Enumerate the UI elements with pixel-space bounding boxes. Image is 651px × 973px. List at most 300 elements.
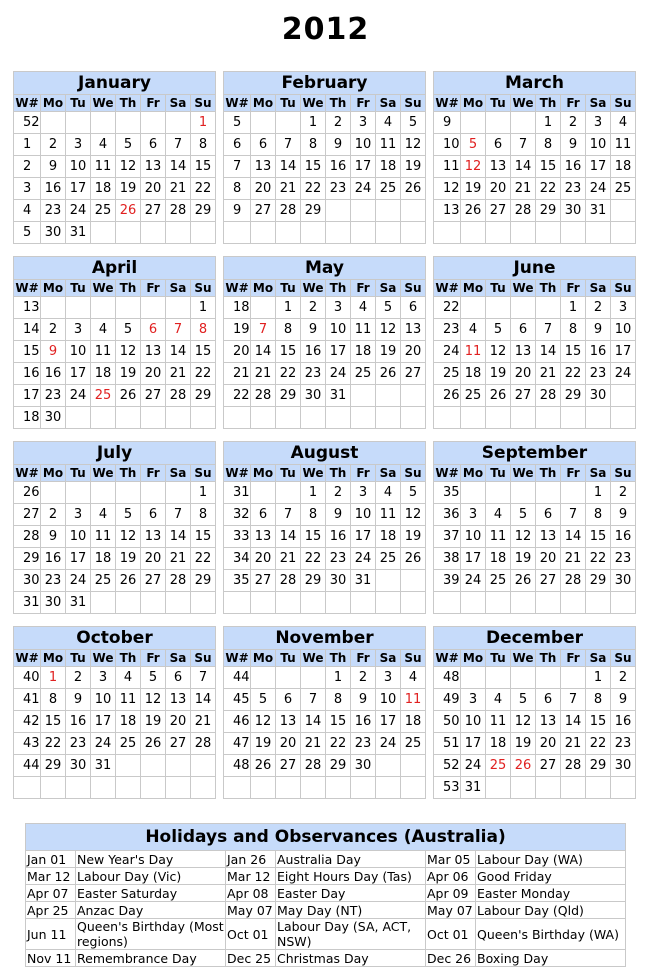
day-cell: 3	[91, 667, 116, 689]
day-cell: 17	[66, 548, 91, 570]
day-cell: 28	[276, 200, 301, 222]
day-header: Su	[191, 465, 216, 482]
day-cell: 13	[401, 319, 426, 341]
day-cell: 4	[401, 667, 426, 689]
holiday-name: Eight Hours Day (Tas)	[276, 868, 426, 885]
day-cell	[511, 482, 536, 504]
week-number: 11	[434, 156, 461, 178]
day-cell: 17	[326, 341, 351, 363]
day-cell	[611, 200, 636, 222]
day-cell: 2	[561, 112, 586, 134]
day-header: Su	[191, 650, 216, 667]
day-cell	[376, 385, 401, 407]
week-number: 47	[224, 733, 251, 755]
day-cell: 17	[351, 156, 376, 178]
day-cell: 22	[276, 363, 301, 385]
day-cell: 12	[401, 134, 426, 156]
day-cell: 27	[141, 200, 166, 222]
day-cell: 31	[66, 222, 91, 244]
day-cell: 14	[536, 341, 561, 363]
week-number: 50	[434, 711, 461, 733]
holidays-table	[25, 823, 626, 967]
day-cell: 22	[536, 178, 561, 200]
day-cell: 20	[486, 178, 511, 200]
day-cell	[116, 777, 141, 799]
month-name: February	[224, 72, 426, 95]
day-cell: 18	[116, 711, 141, 733]
day-cell	[536, 592, 561, 614]
day-header: Mo	[461, 280, 486, 297]
day-cell: 10	[66, 341, 91, 363]
day-header: W#	[225, 651, 249, 665]
day-cell: 4	[486, 504, 511, 526]
day-cell: 7	[536, 319, 561, 341]
day-cell: 16	[41, 178, 66, 200]
day-cell: 28	[561, 755, 586, 777]
day-cell: 8	[191, 319, 216, 341]
month-name: August	[224, 442, 426, 465]
week-number: 30	[14, 570, 41, 592]
day-cell	[116, 755, 141, 777]
day-cell: 5	[116, 134, 141, 156]
day-header: Th	[116, 280, 141, 297]
day-cell: 4	[351, 297, 376, 319]
month-april	[13, 256, 216, 429]
holiday-name: Labour Day (Qld)	[476, 902, 626, 919]
day-cell: 21	[511, 178, 536, 200]
day-cell	[91, 407, 116, 429]
day-header: We	[91, 465, 116, 482]
day-header: Tu	[276, 465, 301, 482]
day-cell: 20	[536, 733, 561, 755]
day-cell: 31	[351, 570, 376, 592]
week-number: 12	[434, 178, 461, 200]
day-header: Sa	[586, 650, 611, 667]
day-cell	[376, 777, 401, 799]
day-cell: 17	[461, 548, 486, 570]
day-cell	[141, 407, 166, 429]
day-cell: 9	[351, 689, 376, 711]
day-cell: 30	[66, 755, 91, 777]
day-cell: 6	[536, 504, 561, 526]
day-cell: 6	[536, 689, 561, 711]
day-cell: 12	[511, 526, 536, 548]
day-header: We	[301, 650, 326, 667]
day-cell: 13	[536, 711, 561, 733]
day-cell: 22	[191, 548, 216, 570]
day-header: Tu	[276, 280, 301, 297]
day-cell	[536, 482, 561, 504]
week-number: 9	[434, 112, 461, 134]
day-cell: 15	[191, 341, 216, 363]
day-cell: 1	[586, 482, 611, 504]
day-header: Sa	[166, 465, 191, 482]
day-cell: 17	[586, 156, 611, 178]
day-cell: 24	[326, 363, 351, 385]
holiday-date: Mar 12	[26, 868, 76, 885]
day-cell	[561, 667, 586, 689]
day-cell: 31	[66, 592, 91, 614]
holiday-name: New Year's Day	[76, 851, 226, 868]
day-cell: 24	[66, 385, 91, 407]
day-cell	[66, 112, 91, 134]
day-header: Tu	[486, 280, 511, 297]
day-cell: 6	[486, 134, 511, 156]
day-cell: 5	[141, 667, 166, 689]
day-cell: 25	[376, 548, 401, 570]
day-cell: 19	[486, 363, 511, 385]
holiday-name: Boxing Day	[476, 950, 626, 967]
day-cell: 7	[166, 504, 191, 526]
day-cell: 9	[301, 319, 326, 341]
day-cell: 13	[141, 341, 166, 363]
day-cell	[141, 592, 166, 614]
day-cell	[561, 407, 586, 429]
day-cell	[536, 777, 561, 799]
day-cell: 1	[536, 112, 561, 134]
day-cell: 18	[351, 341, 376, 363]
day-cell	[91, 482, 116, 504]
day-cell: 24	[351, 178, 376, 200]
day-cell	[301, 667, 326, 689]
day-cell	[461, 667, 486, 689]
day-cell	[401, 200, 426, 222]
holiday-date: Apr 07	[26, 885, 76, 902]
day-cell: 19	[116, 363, 141, 385]
day-cell: 21	[251, 363, 276, 385]
day-cell	[166, 777, 191, 799]
month-name: March	[434, 72, 636, 95]
day-cell: 28	[191, 733, 216, 755]
day-cell: 9	[611, 689, 636, 711]
week-number: 17	[14, 385, 41, 407]
day-cell: 26	[401, 548, 426, 570]
day-cell: 17	[91, 711, 116, 733]
holiday-name: Anzac Day	[76, 902, 226, 919]
day-cell: 13	[276, 711, 301, 733]
day-cell	[561, 777, 586, 799]
week-number: 35	[224, 570, 251, 592]
holiday-date: Apr 09	[426, 885, 476, 902]
day-cell: 18	[461, 363, 486, 385]
day-cell	[191, 592, 216, 614]
day-cell: 27	[141, 570, 166, 592]
day-cell	[191, 222, 216, 244]
day-header: Th	[536, 280, 561, 297]
day-cell: 1	[191, 482, 216, 504]
day-cell: 1	[561, 297, 586, 319]
day-cell	[166, 222, 191, 244]
day-cell: 21	[166, 548, 191, 570]
day-cell: 30	[326, 570, 351, 592]
day-cell: 18	[486, 733, 511, 755]
day-cell: 19	[116, 178, 141, 200]
day-cell: 21	[276, 548, 301, 570]
day-cell	[461, 482, 486, 504]
week-number: 19	[224, 319, 251, 341]
holiday-date: Mar 12	[226, 868, 276, 885]
day-cell: 13	[251, 526, 276, 548]
day-cell: 1	[301, 112, 326, 134]
day-header: Su	[611, 95, 636, 112]
day-cell: 16	[301, 341, 326, 363]
day-cell: 20	[401, 341, 426, 363]
week-number: 31	[224, 482, 251, 504]
day-cell: 24	[611, 363, 636, 385]
day-cell: 10	[351, 134, 376, 156]
day-cell: 3	[611, 297, 636, 319]
day-cell: 19	[376, 341, 401, 363]
day-cell	[301, 592, 326, 614]
day-header: Tu	[486, 465, 511, 482]
day-cell: 4	[91, 504, 116, 526]
day-cell	[41, 777, 66, 799]
day-header: Tu	[66, 465, 91, 482]
day-cell: 27	[166, 733, 191, 755]
day-cell: 26	[486, 385, 511, 407]
holiday-row	[26, 851, 626, 868]
day-cell: 16	[611, 526, 636, 548]
day-header: Su	[401, 280, 426, 297]
day-cell	[141, 112, 166, 134]
day-cell: 11	[611, 134, 636, 156]
day-cell	[401, 407, 426, 429]
day-cell	[251, 297, 276, 319]
day-cell: 1	[301, 482, 326, 504]
day-header: We	[91, 650, 116, 667]
day-cell	[351, 385, 376, 407]
day-cell: 29	[561, 385, 586, 407]
day-cell	[586, 222, 611, 244]
week-number: 18	[14, 407, 41, 429]
day-cell: 3	[351, 482, 376, 504]
day-cell: 21	[536, 363, 561, 385]
day-cell: 29	[191, 385, 216, 407]
day-cell: 15	[586, 711, 611, 733]
week-number	[224, 222, 251, 244]
day-cell: 16	[41, 363, 66, 385]
day-cell: 28	[536, 385, 561, 407]
day-cell	[376, 755, 401, 777]
day-cell: 26	[116, 570, 141, 592]
day-cell: 3	[351, 112, 376, 134]
day-cell	[66, 407, 91, 429]
holiday-date: May 07	[426, 902, 476, 919]
day-cell	[141, 755, 166, 777]
week-number: 44	[224, 667, 251, 689]
day-header: Tu	[276, 650, 301, 667]
day-cell: 3	[376, 667, 401, 689]
day-cell: 31	[91, 755, 116, 777]
day-cell: 12	[486, 341, 511, 363]
day-cell	[276, 592, 301, 614]
day-header: Fr	[561, 280, 586, 297]
week-number: 5	[14, 222, 41, 244]
day-cell: 29	[326, 755, 351, 777]
day-header: Th	[116, 465, 141, 482]
day-header: Th	[116, 650, 141, 667]
month-name: April	[14, 257, 216, 280]
day-cell: 8	[191, 504, 216, 526]
day-header: W#	[15, 281, 39, 295]
day-cell: 22	[301, 178, 326, 200]
day-header: W#	[225, 96, 249, 110]
day-cell: 23	[301, 363, 326, 385]
day-cell: 26	[511, 570, 536, 592]
day-cell: 20	[251, 548, 276, 570]
day-header: Fr	[351, 95, 376, 112]
day-cell: 7	[166, 134, 191, 156]
day-cell: 11	[91, 156, 116, 178]
day-cell: 11	[376, 504, 401, 526]
week-number: 2	[14, 156, 41, 178]
day-cell: 28	[561, 570, 586, 592]
holiday-name: Queen's Birthday (Most regions)	[77, 919, 224, 949]
week-number: 41	[14, 689, 41, 711]
day-cell	[251, 407, 276, 429]
day-header: Fr	[561, 650, 586, 667]
day-cell: 18	[376, 156, 401, 178]
day-header: W#	[435, 96, 459, 110]
holiday-date: Apr 08	[226, 885, 276, 902]
week-number: 18	[224, 297, 251, 319]
day-cell	[376, 570, 401, 592]
day-cell: 4	[611, 112, 636, 134]
week-number: 35	[434, 482, 461, 504]
day-header: Su	[401, 465, 426, 482]
day-cell	[41, 482, 66, 504]
week-number: 29	[14, 548, 41, 570]
day-cell: 4	[486, 689, 511, 711]
day-header: Su	[611, 465, 636, 482]
month-name: January	[14, 72, 216, 95]
day-cell	[276, 667, 301, 689]
week-number: 52	[434, 755, 461, 777]
day-cell: 27	[401, 363, 426, 385]
day-cell	[611, 222, 636, 244]
day-cell: 15	[561, 341, 586, 363]
day-cell: 11	[376, 134, 401, 156]
month-june	[433, 256, 636, 429]
day-cell	[41, 297, 66, 319]
day-header: Sa	[166, 95, 191, 112]
day-cell: 12	[116, 341, 141, 363]
holiday-name: Good Friday	[476, 868, 626, 885]
holiday-row	[26, 919, 626, 950]
month-name: July	[14, 442, 216, 465]
day-cell: 11	[351, 319, 376, 341]
day-cell	[401, 777, 426, 799]
day-cell: 10	[376, 689, 401, 711]
week-number: 16	[14, 363, 41, 385]
day-cell: 9	[586, 319, 611, 341]
day-cell: 5	[486, 319, 511, 341]
day-cell: 26	[116, 385, 141, 407]
day-cell	[91, 112, 116, 134]
day-cell: 8	[586, 504, 611, 526]
week-number: 21	[224, 363, 251, 385]
day-cell: 10	[351, 504, 376, 526]
day-cell	[401, 570, 426, 592]
day-cell: 29	[586, 755, 611, 777]
month-march	[433, 71, 636, 244]
day-cell: 21	[301, 733, 326, 755]
day-cell: 26	[251, 755, 276, 777]
day-cell: 30	[41, 222, 66, 244]
day-header: Mo	[251, 280, 276, 297]
day-cell: 27	[251, 200, 276, 222]
day-header: Fr	[141, 465, 166, 482]
day-cell: 25	[116, 733, 141, 755]
day-header: We	[511, 465, 536, 482]
day-header: Su	[401, 95, 426, 112]
day-cell: 6	[251, 504, 276, 526]
day-header: W#	[435, 281, 459, 295]
month-name: October	[14, 627, 216, 650]
day-cell: 16	[326, 526, 351, 548]
week-number: 13	[14, 297, 41, 319]
day-cell: 11	[91, 526, 116, 548]
week-number: 53	[434, 777, 461, 799]
day-header: Fr	[141, 95, 166, 112]
day-header: Su	[611, 650, 636, 667]
day-header: Su	[611, 280, 636, 297]
day-cell	[461, 222, 486, 244]
week-number	[224, 407, 251, 429]
day-cell: 19	[251, 733, 276, 755]
day-cell	[141, 222, 166, 244]
day-header: Th	[116, 95, 141, 112]
week-number: 48	[224, 755, 251, 777]
day-cell: 30	[586, 385, 611, 407]
day-cell: 30	[351, 755, 376, 777]
day-cell	[66, 297, 91, 319]
month-november	[223, 626, 426, 799]
day-cell	[326, 777, 351, 799]
day-cell: 12	[401, 504, 426, 526]
day-header: Mo	[41, 280, 66, 297]
day-cell: 19	[461, 178, 486, 200]
day-cell: 13	[536, 526, 561, 548]
day-cell: 5	[251, 689, 276, 711]
day-cell: 27	[276, 755, 301, 777]
day-cell: 5	[461, 134, 486, 156]
day-cell	[166, 297, 191, 319]
day-header: Fr	[561, 465, 586, 482]
day-cell: 29	[191, 200, 216, 222]
day-cell	[251, 592, 276, 614]
day-cell	[166, 112, 191, 134]
day-cell: 5	[401, 112, 426, 134]
day-header: We	[301, 280, 326, 297]
week-number	[434, 222, 461, 244]
day-cell: 25	[401, 733, 426, 755]
day-header: W#	[15, 651, 39, 665]
holiday-date: Mar 05	[426, 851, 476, 868]
holiday-date: Jun 11	[26, 919, 76, 950]
day-cell	[191, 407, 216, 429]
day-cell: 23	[611, 548, 636, 570]
day-cell: 15	[326, 711, 351, 733]
day-cell: 1	[586, 667, 611, 689]
day-cell: 13	[511, 341, 536, 363]
day-cell: 1	[326, 667, 351, 689]
day-cell	[351, 777, 376, 799]
day-cell: 2	[41, 319, 66, 341]
day-cell: 6	[251, 134, 276, 156]
day-cell	[351, 592, 376, 614]
day-header: Sa	[586, 95, 611, 112]
